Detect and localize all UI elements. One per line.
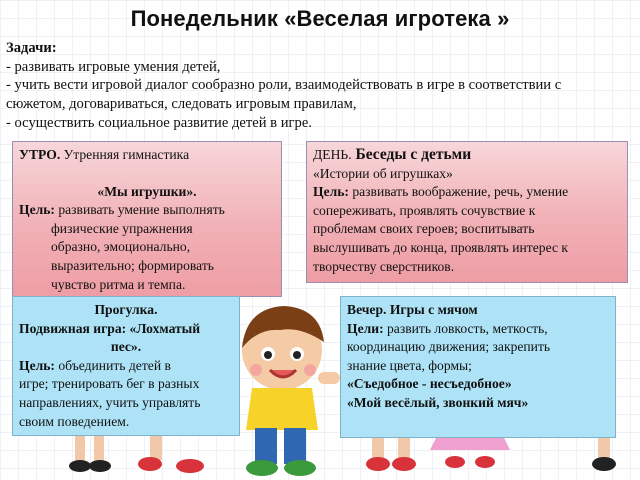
evening-goal-line: знание цвета, формы;	[347, 357, 472, 373]
morning-heading-rest: Утренняя гимнастика	[60, 147, 190, 162]
boy-center-icon	[242, 306, 340, 476]
walk-game-line: пес».	[110, 339, 142, 355]
walk-goal-line: направлениях, учить управлять	[19, 394, 201, 410]
day-goal-label: Цель:	[313, 184, 349, 200]
walk-box	[12, 296, 240, 436]
task-line: - осуществить социальное развитие детей в игре.	[6, 114, 312, 131]
evening-heading: Вечер. Игры с мячом	[347, 302, 478, 317]
day-goal-text: развивать воображение, речь, умение	[348, 184, 569, 200]
task-line: сюжетом, договариваться, следовать игровым правилам,	[6, 96, 357, 113]
day-goal-line: творчеству сверстников.	[313, 258, 455, 274]
morning-goal-text: развивать умение выполнять	[54, 202, 225, 218]
tasks-block	[6, 39, 636, 133]
morning-goal-line: физические упражнения	[51, 220, 193, 236]
evening-game: «Мой весёлый, звонкий мяч»	[347, 394, 529, 410]
morning-goal-line: чувство ритма и темпа.	[51, 276, 186, 292]
walk-goal-text: объединить детей в	[54, 357, 171, 373]
walk-goal-line: своим поведением.	[19, 413, 130, 429]
walk-goal-line: игре; тренировать бег в разных	[19, 376, 200, 392]
day-goal-line: проблемам своих героев; воспитывать	[313, 221, 535, 237]
day-goal-line: выслушивать до конца, проявлять интерес к	[313, 239, 568, 255]
evening-box	[340, 296, 616, 438]
day-box	[306, 141, 628, 283]
evening-goal-line: координацию движения; закрепить	[347, 339, 551, 355]
page-title: Понедельник «Веселая игротека »	[130, 6, 510, 31]
morning-goal-line: выразительно; формировать	[51, 257, 214, 273]
walk-goal	[19, 357, 233, 376]
evening-goal-label: Цели:	[347, 320, 384, 336]
evening-goal	[347, 320, 609, 339]
morning-goal-line: образно, эмоционально,	[51, 239, 191, 255]
day-goal-line: сопереживать, проявлять сочувствие к	[313, 202, 536, 218]
evening-game: «Съедобное - несъедобное»	[347, 376, 512, 392]
walk-goal-label: Цель:	[19, 357, 55, 373]
day-goal	[313, 183, 621, 202]
girl-left-legs-icon	[69, 430, 204, 473]
morning-heading-bold: УТРО.	[19, 147, 61, 162]
morning-exercise-name: «Мы игрушки».	[97, 183, 197, 199]
day-heading-small: ДЕНЬ.	[313, 147, 352, 162]
task-line: - учить вести игровой диалог сообразно роли, взаимодействовать в игре в соответствии с	[6, 77, 562, 94]
task-line: - развивать игровые умения детей,	[6, 58, 221, 75]
walk-heading: Прогулка.	[94, 302, 158, 317]
morning-heading	[19, 146, 275, 165]
walk-game-line: Подвижная игра: «Лохматый	[19, 320, 201, 336]
morning-box	[12, 141, 282, 297]
morning-goal-label: Цель:	[19, 202, 55, 218]
tasks-heading: Задачи:	[6, 40, 57, 56]
morning-goal	[19, 201, 275, 220]
day-subtitle: «Истории об игрушках»	[313, 165, 453, 181]
day-heading-big: Беседы с детьми	[351, 146, 472, 163]
day-heading	[313, 146, 621, 165]
evening-goal-text: развить ловкость, меткость,	[383, 320, 548, 336]
